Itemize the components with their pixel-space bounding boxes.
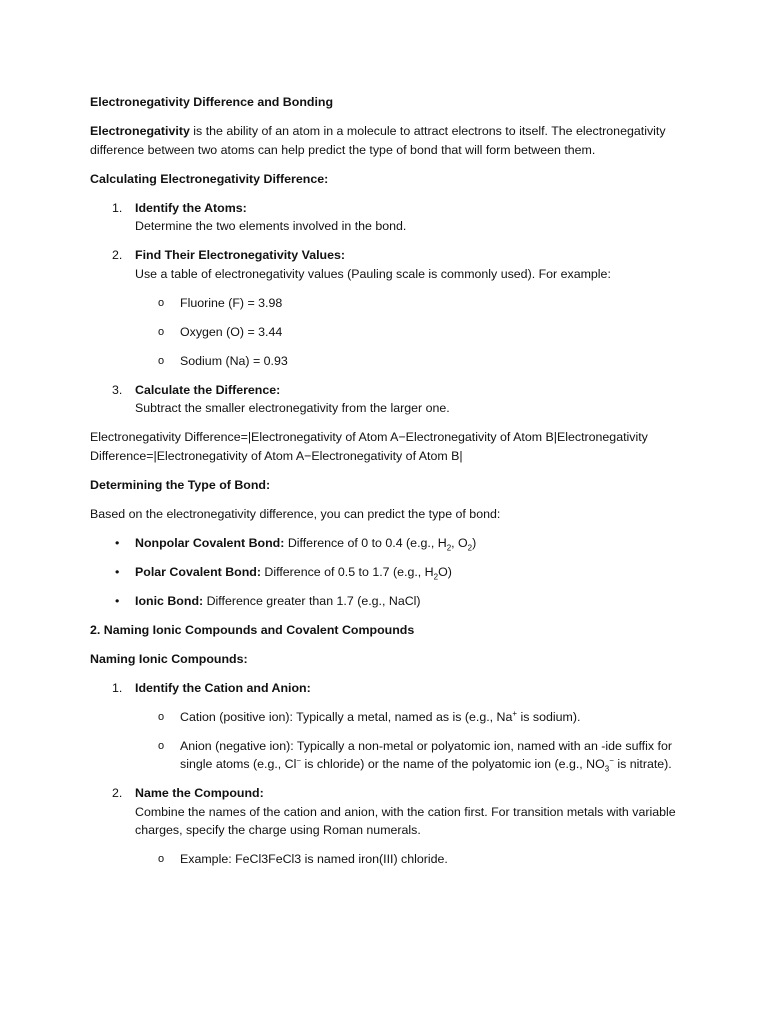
step-number: 2.	[112, 248, 123, 262]
value-item	[90, 323, 690, 342]
intro-term: Electronegativity	[90, 124, 190, 138]
step-title: Name the Compound:	[135, 786, 264, 800]
step-text: Determine the two elements involved in the bond.	[135, 219, 407, 233]
calc-heading: Calculating Electronegativity Difference:	[90, 171, 329, 186]
sub-bullet-marker: o	[158, 853, 165, 865]
bond-text: Difference greater than 1.7 (e.g., NaCl)	[203, 593, 421, 608]
anion-text: Anion (negative ion): Typically a non-metal or polyatomic ion, named with an -ide suffix for single atoms (e.g., Cl	[180, 738, 672, 771]
superscript: +	[512, 708, 518, 718]
sub-bullet-marker: o	[158, 325, 165, 338]
bond-heading: Determining the Type of Bond:	[90, 477, 271, 492]
bond-text: , O	[451, 535, 468, 550]
subscript: 3	[604, 764, 610, 774]
ionic-heading: Naming Ionic Compounds:	[90, 651, 248, 666]
sub-bullet-marker: o	[158, 296, 165, 309]
step-text: Subtract the smaller electronegativity from the larger one.	[135, 401, 450, 415]
document-page	[90, 93, 690, 879]
bond-item	[90, 534, 690, 553]
bond-text: Difference of 0.5 to 1.7 (e.g., H	[260, 564, 434, 579]
cation-text: Cation (positive ion): Typically a metal, named as is (e.g., Na	[180, 709, 513, 724]
anion-text: is nitrate).	[613, 757, 672, 771]
value-item	[90, 352, 690, 371]
naming-step-item	[90, 679, 690, 698]
bullet-marker: •	[115, 535, 120, 550]
example-item	[90, 850, 690, 869]
step-title: Identify the Cation and Anion:	[135, 680, 311, 695]
sub-bullet-marker: o	[158, 710, 165, 723]
naming-heading: 2. Naming Ionic Compounds and Covalent Compounds	[90, 622, 415, 637]
cation-text: is sodium).	[517, 709, 581, 724]
bond-text: O)	[438, 564, 452, 579]
sub-bullet-marker: o	[158, 354, 165, 367]
sub-bullet-marker: o	[158, 739, 165, 752]
step-item	[90, 381, 690, 418]
step-number: 2.	[112, 786, 123, 800]
subscript: 2	[467, 542, 473, 552]
bond-text: )	[472, 535, 477, 550]
intro-text: is the ability of an atom in a molecule to attract electrons to itself. The electronegativity difference between two atoms can help predict the type of bond that will form between them.	[90, 124, 666, 157]
step-item	[90, 246, 690, 283]
step-number: 1.	[112, 680, 123, 695]
bond-label: Polar Covalent Bond:	[135, 564, 261, 579]
bullet-marker: •	[115, 593, 120, 608]
bond-text: Difference of 0 to 0.4 (e.g., H	[284, 535, 447, 550]
step-text: Combine the names of the cation and anion, with the cation first. For transition metals with variable charges, specify the charge using Roman numerals.	[135, 804, 676, 837]
step-number: 3.	[112, 382, 123, 397]
bond-label: Ionic Bond:	[135, 593, 204, 608]
step-text: Use a table of electronegativity values (Pauling scale is commonly used). For example:	[135, 266, 611, 281]
subscript: 2	[433, 571, 439, 581]
bullet-marker: •	[115, 564, 120, 579]
example-text: Example: FeCl3FeCl3 is named iron(III) chloride.	[180, 852, 448, 866]
cation-item	[90, 708, 690, 727]
naming-step-item	[90, 784, 690, 840]
step-title: Calculate the Difference:	[135, 382, 281, 397]
bond-intro: Based on the electronegativity difference, you can predict the type of bond:	[90, 506, 501, 521]
step-title: Identify the Atoms:	[135, 200, 247, 215]
document-title: Electronegativity Difference and Bonding	[90, 95, 334, 109]
formula-text: Electronegativity Difference=|Electronegativity of Atom A−Electronegativity of Atom B|Electronegativity Difference=|Electronegativity of Atom A−Electronegativity of Atom B|	[90, 430, 648, 463]
value-text: Fluorine (F) = 3.98	[180, 295, 283, 310]
step-number: 1.	[112, 200, 123, 215]
superscript: −	[609, 755, 614, 765]
superscript: −	[296, 755, 302, 765]
bond-item	[90, 592, 690, 611]
value-text: Sodium (Na) = 0.93	[180, 353, 288, 368]
intro-paragraph	[90, 122, 690, 159]
anion-text: is chloride) or the name of the polyatomic ion (e.g., NO	[301, 757, 605, 771]
bond-label: Nonpolar Covalent Bond:	[135, 535, 285, 550]
subscript: 2	[446, 542, 452, 552]
step-item	[90, 199, 690, 236]
anion-item	[90, 737, 690, 774]
value-text: Oxygen (O) = 3.44	[180, 324, 283, 339]
step-title: Find Their Electronegativity Values:	[135, 248, 346, 262]
bond-item	[90, 563, 690, 582]
value-item	[90, 294, 690, 313]
